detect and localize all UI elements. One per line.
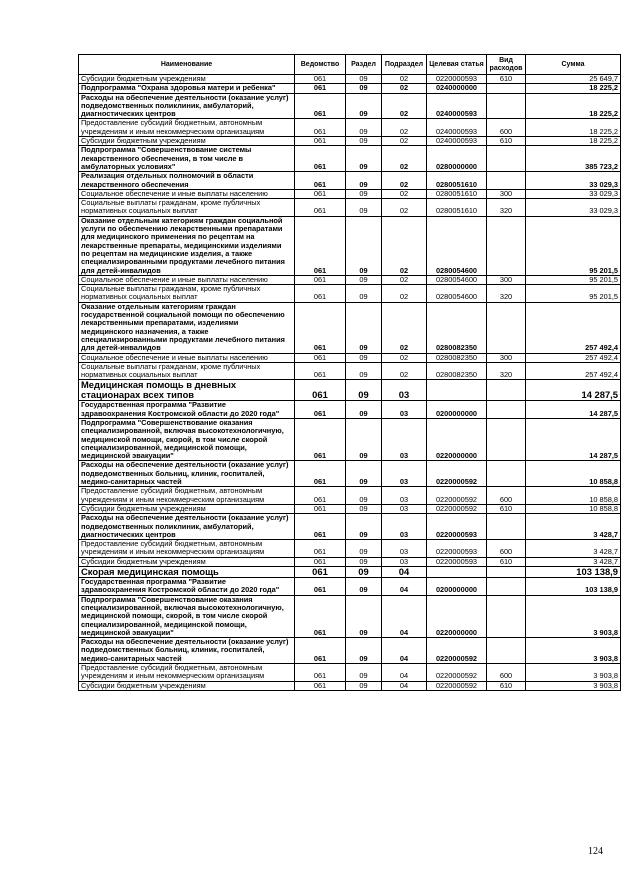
cell-section: 09 [346, 93, 382, 119]
cell-department: 061 [295, 93, 346, 119]
cell-name: Предоставление субсидий бюджетным, автономным учреждениям и иным некоммерческим организациям [79, 119, 295, 137]
cell-amount: 95 201,5 [526, 216, 621, 275]
cell-amount: 3 428,7 [526, 540, 621, 558]
cell-target-item [427, 380, 487, 401]
cell-expense-type [487, 595, 526, 637]
cell-expense-type: 610 [487, 75, 526, 84]
cell-section: 09 [346, 504, 382, 513]
cell-name: Медицинская помощь в дневных стационарах всех типов [79, 380, 295, 401]
cell-section: 09 [346, 401, 382, 419]
cell-target-item: 0280000000 [427, 146, 487, 172]
cell-subsection: 02 [382, 119, 427, 137]
cell-department: 061 [295, 362, 346, 380]
cell-section: 09 [346, 557, 382, 566]
cell-expense-type: 610 [487, 504, 526, 513]
table-row [79, 557, 621, 566]
cell-expense-type [487, 302, 526, 353]
header-target-item: Целевая статья [427, 55, 487, 75]
cell-expense-type [487, 93, 526, 119]
table-row [79, 119, 621, 137]
cell-section: 09 [346, 275, 382, 284]
cell-subsection: 02 [382, 172, 427, 190]
cell-section: 09 [346, 540, 382, 558]
cell-expense-type: 600 [487, 664, 526, 682]
cell-name: Социальное обеспечение и иные выплаты населению [79, 353, 295, 362]
cell-amount: 18 225,2 [526, 119, 621, 137]
cell-amount: 3 903,8 [526, 595, 621, 637]
header-department: Ведомство [295, 55, 346, 75]
cell-name: Подпрограмма "Совершенствование оказания специализированной, включая высокотехнологичную, медицинской помощи, скорой, в том числе скорой специализированной, медицинской помощи, медицинской эвакуации" [79, 418, 295, 460]
cell-section: 09 [346, 567, 382, 578]
cell-name: Субсидии бюджетным учреждениям [79, 137, 295, 146]
cell-subsection: 02 [382, 75, 427, 84]
cell-expense-type [487, 514, 526, 540]
cell-subsection: 03 [382, 461, 427, 487]
cell-section: 09 [346, 137, 382, 146]
header-section: Раздел [346, 55, 382, 75]
cell-expense-type: 610 [487, 137, 526, 146]
cell-amount: 3 903,8 [526, 638, 621, 664]
cell-target-item: 0220000592 [427, 504, 487, 513]
cell-amount: 3 903,8 [526, 664, 621, 682]
cell-section: 09 [346, 189, 382, 198]
cell-expense-type: 610 [487, 557, 526, 566]
cell-name: Оказание отдельным категориям граждан социальной услуги по обеспечению лекарственными препаратами для медицинского применения по рецептам на лекарственные препараты, медицинскими изделиями по рецептам на медицинские изделия, а также специализированными продуктами лечебного питания для детей-инвалидов [79, 216, 295, 275]
table-row [79, 75, 621, 84]
cell-subsection: 03 [382, 401, 427, 419]
cell-target-item: 0240000593 [427, 93, 487, 119]
cell-expense-type [487, 172, 526, 190]
cell-name: Расходы на обеспечение деятельности (оказание услуг) подведомственных больниц, клиник, госпиталей, медико-санитарных частей [79, 638, 295, 664]
table-row [79, 595, 621, 637]
cell-section: 09 [346, 461, 382, 487]
cell-name: Скорая медицинская помощь [79, 567, 295, 578]
cell-name: Социальные выплаты гражданам, кроме публичных нормативных социальных выплат [79, 199, 295, 217]
cell-amount: 14 287,5 [526, 418, 621, 460]
cell-target-item: 0280082350 [427, 353, 487, 362]
cell-expense-type [487, 418, 526, 460]
cell-target-item: 0280051610 [427, 189, 487, 198]
cell-section: 09 [346, 119, 382, 137]
cell-department: 061 [295, 146, 346, 172]
cell-name: Субсидии бюджетным учреждениям [79, 75, 295, 84]
cell-name: Социальное обеспечение и иные выплаты населению [79, 275, 295, 284]
table-body [79, 75, 621, 691]
cell-department: 061 [295, 578, 346, 596]
cell-name: Субсидии бюджетным учреждениям [79, 504, 295, 513]
cell-target-item: 0220000593 [427, 557, 487, 566]
cell-amount: 25 649,7 [526, 75, 621, 84]
cell-section: 09 [346, 664, 382, 682]
page-number: 124 [588, 846, 603, 857]
cell-department: 061 [295, 119, 346, 137]
cell-subsection: 02 [382, 353, 427, 362]
cell-expense-type: 600 [487, 540, 526, 558]
cell-subsection: 02 [382, 146, 427, 172]
cell-section: 09 [346, 514, 382, 540]
cell-target-item: 0280054600 [427, 216, 487, 275]
cell-target-item: 0200000000 [427, 401, 487, 419]
cell-subsection: 04 [382, 595, 427, 637]
cell-name: Расходы на обеспечение деятельности (оказание услуг) подведомственных больниц, клиник, госпиталей, медико-санитарных частей [79, 461, 295, 487]
cell-expense-type: 300 [487, 353, 526, 362]
cell-name: Предоставление субсидий бюджетным, автономным учреждениям и иным некоммерческим организациям [79, 487, 295, 505]
cell-subsection: 04 [382, 567, 427, 578]
cell-amount: 95 201,5 [526, 275, 621, 284]
cell-expense-type: 320 [487, 199, 526, 217]
cell-subsection: 04 [382, 578, 427, 596]
cell-subsection: 02 [382, 362, 427, 380]
cell-target-item: 0220000592 [427, 461, 487, 487]
cell-name: Социальные выплаты гражданам, кроме публичных нормативных социальных выплат [79, 285, 295, 303]
cell-expense-type [487, 380, 526, 401]
cell-subsection: 03 [382, 540, 427, 558]
cell-target-item: 0280082350 [427, 362, 487, 380]
cell-department: 061 [295, 189, 346, 198]
table-row [79, 146, 621, 172]
cell-name: Подпрограмма "Совершенствование системы лекарственного обеспечения, в том числе в амбулаторных условиях" [79, 146, 295, 172]
cell-subsection: 02 [382, 189, 427, 198]
cell-target-item: 0220000593 [427, 540, 487, 558]
cell-name: Реализация отдельных полномочий в области лекарственного обеспечения [79, 172, 295, 190]
cell-amount: 10 858,8 [526, 504, 621, 513]
cell-department: 061 [295, 172, 346, 190]
table-row [79, 514, 621, 540]
cell-expense-type: 600 [487, 487, 526, 505]
cell-subsection: 02 [382, 93, 427, 119]
cell-section: 09 [346, 362, 382, 380]
cell-department: 061 [295, 199, 346, 217]
cell-amount: 33 029,3 [526, 189, 621, 198]
cell-name: Подпрограмма "Охрана здоровья матери и ребенка" [79, 84, 295, 93]
cell-subsection: 02 [382, 302, 427, 353]
cell-subsection: 04 [382, 638, 427, 664]
cell-subsection: 03 [382, 418, 427, 460]
cell-name: Государственная программа "Развитие здравоохранения Костромской области до 2020 года" [79, 401, 295, 419]
cell-name: Подпрограмма "Совершенствование оказания специализированной, включая высокотехнологичную, медицинской помощи, скорой, в том числе скорой специализированной, медицинской помощи, медицинской эвакуации" [79, 595, 295, 637]
cell-section: 09 [346, 75, 382, 84]
table-row [79, 84, 621, 93]
cell-expense-type [487, 84, 526, 93]
table-header-row [79, 55, 621, 75]
cell-name: Оказание отдельным категориям граждан государственной социальной помощи по обеспечению лекарственными препаратами, изделиями медицинского назначения, а также специализированными продуктами лечебного питания для детей-инвалидов [79, 302, 295, 353]
cell-target-item: 0220000592 [427, 664, 487, 682]
cell-amount: 33 029,3 [526, 172, 621, 190]
table-row [79, 418, 621, 460]
cell-section: 09 [346, 638, 382, 664]
table-row [79, 275, 621, 284]
cell-expense-type: 320 [487, 362, 526, 380]
cell-expense-type [487, 567, 526, 578]
cell-department: 061 [295, 567, 346, 578]
cell-target-item: 0220000592 [427, 638, 487, 664]
cell-subsection: 03 [382, 514, 427, 540]
table-row [79, 93, 621, 119]
cell-expense-type [487, 638, 526, 664]
cell-department: 061 [295, 216, 346, 275]
cell-section: 09 [346, 681, 382, 690]
cell-subsection: 03 [382, 504, 427, 513]
cell-section: 09 [346, 285, 382, 303]
cell-department: 061 [295, 302, 346, 353]
cell-target-item: 0280051610 [427, 199, 487, 217]
cell-department: 061 [295, 681, 346, 690]
cell-target-item [427, 567, 487, 578]
cell-section: 09 [346, 146, 382, 172]
cell-subsection: 04 [382, 664, 427, 682]
cell-amount: 18 225,2 [526, 93, 621, 119]
table-row [79, 681, 621, 690]
cell-section: 09 [346, 172, 382, 190]
cell-target-item: 0220000593 [427, 514, 487, 540]
cell-target-item: 0220000592 [427, 487, 487, 505]
cell-department: 061 [295, 638, 346, 664]
cell-department: 061 [295, 557, 346, 566]
cell-department: 061 [295, 487, 346, 505]
cell-amount: 18 225,2 [526, 84, 621, 93]
cell-target-item: 0240000000 [427, 84, 487, 93]
cell-amount: 257 492,4 [526, 353, 621, 362]
cell-section: 09 [346, 418, 382, 460]
table-row [79, 199, 621, 217]
cell-subsection: 02 [382, 275, 427, 284]
cell-amount: 257 492,4 [526, 302, 621, 353]
table-row [79, 578, 621, 596]
budget-table [78, 54, 621, 691]
cell-subsection: 03 [382, 380, 427, 401]
cell-name: Расходы на обеспечение деятельности (оказание услуг) подведомственных поликлиник, амбулаторий, диагностических центров [79, 514, 295, 540]
table-row [79, 401, 621, 419]
table-row [79, 567, 621, 578]
cell-expense-type [487, 461, 526, 487]
cell-amount: 3 428,7 [526, 557, 621, 566]
cell-department: 061 [295, 540, 346, 558]
cell-section: 09 [346, 84, 382, 93]
cell-target-item: 0220000000 [427, 595, 487, 637]
cell-subsection: 03 [382, 557, 427, 566]
cell-amount: 10 858,8 [526, 487, 621, 505]
table-row [79, 461, 621, 487]
table-row [79, 380, 621, 401]
cell-department: 061 [295, 84, 346, 93]
cell-name: Государственная программа "Развитие здравоохранения Костромской области до 2020 года" [79, 578, 295, 596]
cell-subsection: 04 [382, 681, 427, 690]
cell-department: 061 [295, 514, 346, 540]
table-row [79, 664, 621, 682]
cell-section: 09 [346, 380, 382, 401]
table-row [79, 362, 621, 380]
cell-department: 061 [295, 595, 346, 637]
cell-target-item: 0280054600 [427, 285, 487, 303]
cell-amount: 3 903,8 [526, 681, 621, 690]
cell-name: Субсидии бюджетным учреждениям [79, 557, 295, 566]
cell-amount: 14 287,5 [526, 401, 621, 419]
cell-department: 061 [295, 664, 346, 682]
cell-department: 061 [295, 380, 346, 401]
cell-target-item: 0220000593 [427, 75, 487, 84]
cell-amount: 103 138,9 [526, 567, 621, 578]
cell-amount: 10 858,8 [526, 461, 621, 487]
cell-department: 061 [295, 418, 346, 460]
cell-name: Предоставление субсидий бюджетным, автономным учреждениям и иным некоммерческим организациям [79, 540, 295, 558]
cell-amount: 18 225,2 [526, 137, 621, 146]
cell-expense-type [487, 401, 526, 419]
header-name: Наименование [79, 55, 295, 75]
cell-department: 061 [295, 285, 346, 303]
cell-department: 061 [295, 401, 346, 419]
budget-document [78, 54, 620, 691]
cell-name: Субсидии бюджетным учреждениям [79, 681, 295, 690]
cell-target-item: 0280082350 [427, 302, 487, 353]
table-row [79, 353, 621, 362]
table-row [79, 540, 621, 558]
cell-subsection: 02 [382, 285, 427, 303]
cell-subsection: 02 [382, 137, 427, 146]
cell-subsection: 02 [382, 84, 427, 93]
table-row [79, 285, 621, 303]
table-row [79, 137, 621, 146]
table-row [79, 504, 621, 513]
cell-name: Предоставление субсидий бюджетным, автономным учреждениям и иным некоммерческим организациям [79, 664, 295, 682]
table-row [79, 487, 621, 505]
cell-subsection: 02 [382, 216, 427, 275]
cell-department: 061 [295, 75, 346, 84]
cell-expense-type: 600 [487, 119, 526, 137]
cell-department: 061 [295, 137, 346, 146]
cell-amount: 385 723,2 [526, 146, 621, 172]
table-row [79, 302, 621, 353]
cell-section: 09 [346, 216, 382, 275]
cell-name: Расходы на обеспечение деятельности (оказание услуг) подведомственных поликлиник, амбулаторий, диагностических центров [79, 93, 295, 119]
table-row [79, 189, 621, 198]
cell-amount: 33 029,3 [526, 199, 621, 217]
cell-expense-type: 300 [487, 275, 526, 284]
cell-target-item: 0220000000 [427, 418, 487, 460]
cell-section: 09 [346, 487, 382, 505]
cell-section: 09 [346, 199, 382, 217]
cell-section: 09 [346, 302, 382, 353]
cell-target-item: 0240000593 [427, 119, 487, 137]
cell-department: 061 [295, 353, 346, 362]
table-row [79, 216, 621, 275]
cell-department: 061 [295, 275, 346, 284]
cell-amount: 14 287,5 [526, 380, 621, 401]
cell-expense-type [487, 578, 526, 596]
header-expense-type: Вид расходов [487, 55, 526, 75]
cell-amount: 103 138,9 [526, 578, 621, 596]
table-row [79, 172, 621, 190]
cell-expense-type [487, 146, 526, 172]
cell-subsection: 02 [382, 199, 427, 217]
cell-expense-type: 610 [487, 681, 526, 690]
cell-expense-type: 300 [487, 189, 526, 198]
cell-section: 09 [346, 353, 382, 362]
cell-section: 09 [346, 595, 382, 637]
cell-section: 09 [346, 578, 382, 596]
cell-target-item: 0280051610 [427, 172, 487, 190]
cell-target-item: 0200000000 [427, 578, 487, 596]
cell-expense-type: 320 [487, 285, 526, 303]
header-amount: Сумма [526, 55, 621, 75]
cell-name: Социальное обеспечение и иные выплаты населению [79, 189, 295, 198]
cell-subsection: 03 [382, 487, 427, 505]
cell-target-item: 0220000592 [427, 681, 487, 690]
header-subsection: Подраздел [382, 55, 427, 75]
cell-department: 061 [295, 461, 346, 487]
table-row [79, 638, 621, 664]
cell-amount: 257 492,4 [526, 362, 621, 380]
cell-target-item: 0240000593 [427, 137, 487, 146]
cell-amount: 3 428,7 [526, 514, 621, 540]
cell-department: 061 [295, 504, 346, 513]
cell-expense-type [487, 216, 526, 275]
cell-target-item: 0280054600 [427, 275, 487, 284]
cell-amount: 95 201,5 [526, 285, 621, 303]
cell-name: Социальные выплаты гражданам, кроме публичных нормативных социальных выплат [79, 362, 295, 380]
